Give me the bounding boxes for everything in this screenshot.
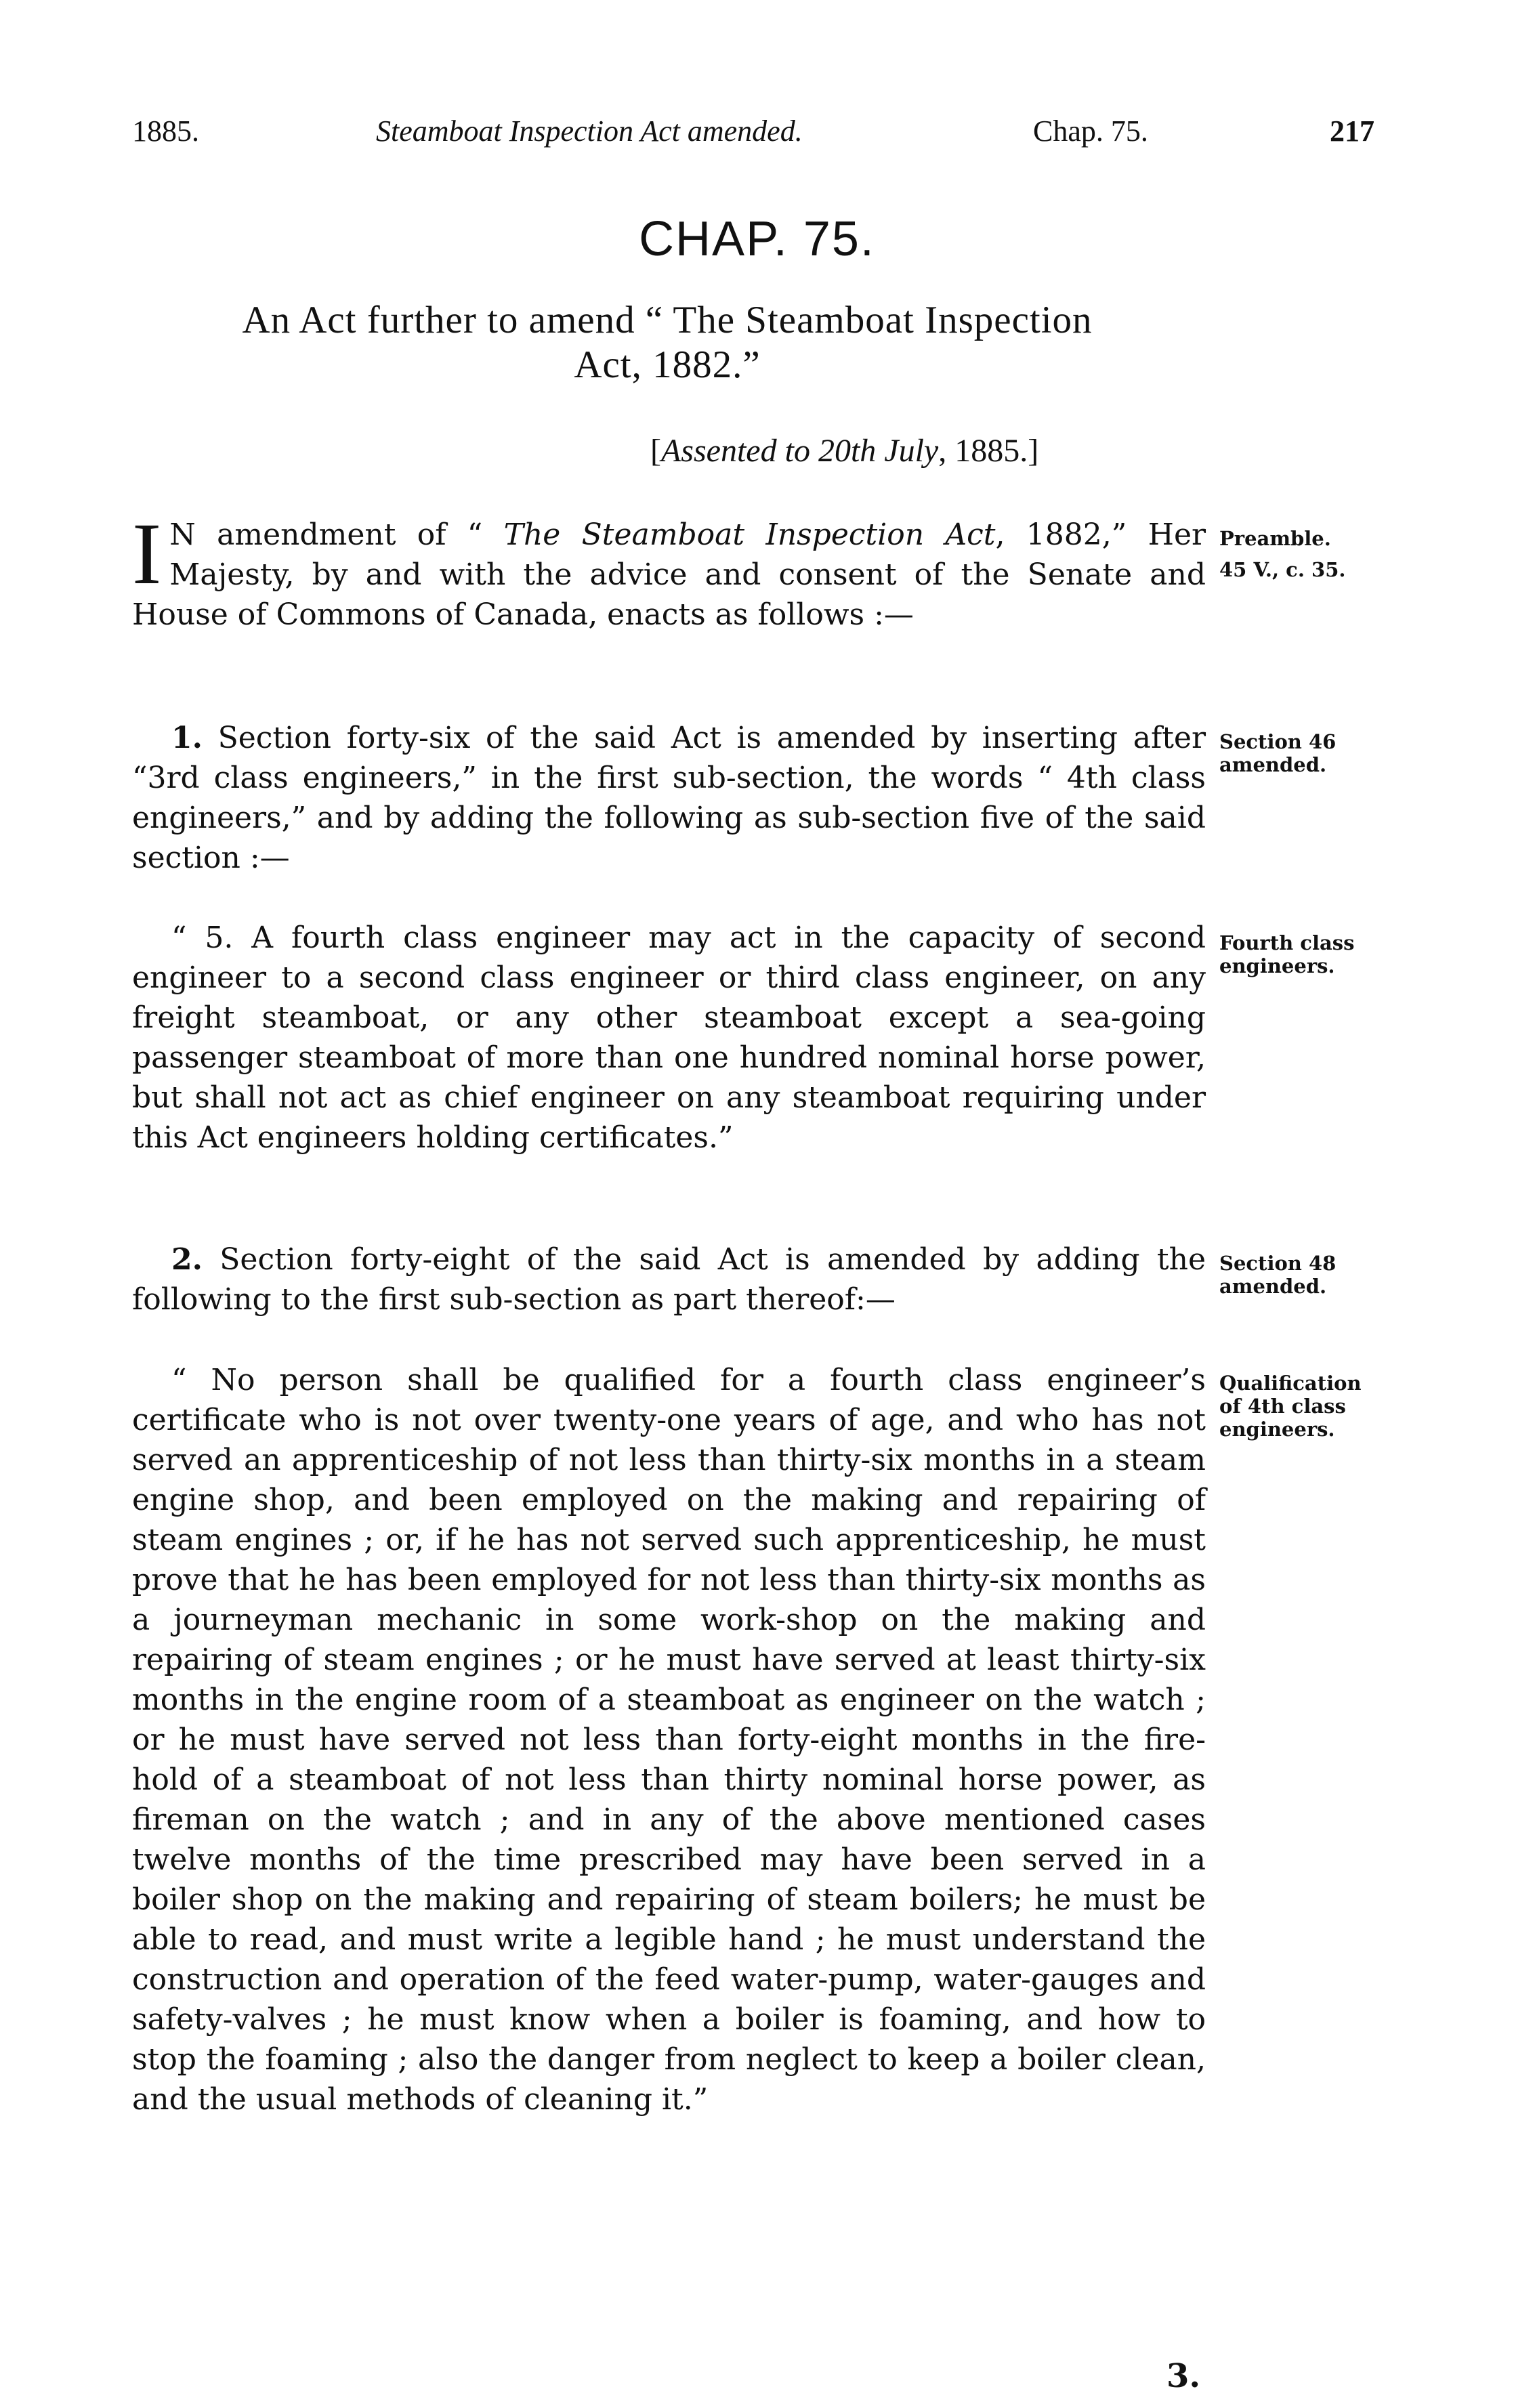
section-1-text: Section forty-six of the said Act is amended by inserting after “3rd class engineers,” in the first sub-section, the words “ 4th class engineers,” and by adding the following as sub-section five of the said section :— (132, 721, 1206, 875)
act-title-line-1: An Act further to amend “ The Steamboat Inspection (242, 299, 1093, 341)
header-title: Steamboat Inspection Act amended. (376, 114, 803, 148)
page-number: 217 (1330, 114, 1374, 148)
margin-note-line: 45 V., c. 35. (1219, 558, 1346, 581)
margin-note-section-48 (1219, 1252, 1423, 1298)
act-title-line-2: Act, 1882.” (574, 343, 761, 386)
section-2-number: 2. (171, 1242, 203, 1277)
assent-line (650, 432, 1038, 469)
margin-note-line: Section 48 (1219, 1252, 1337, 1275)
section-1-number: 1. (171, 721, 203, 755)
margin-note-line: amended. (1219, 1275, 1327, 1298)
act-title (132, 298, 1202, 387)
running-header (132, 114, 1385, 161)
subsection-5-paragraph (132, 918, 1206, 1158)
preamble-paragraph (132, 505, 1206, 635)
section-1-paragraph (132, 718, 1206, 878)
section-2-text: Section forty-eight of the said Act is amended by adding the following to the first sub-section as part thereof:— (132, 1242, 1206, 1317)
margin-note-section-46 (1219, 730, 1423, 776)
chapter-heading: CHAP. 75. (639, 212, 875, 266)
margin-note-qualification (1219, 1372, 1423, 1441)
preamble-act-name: The Steamboat Inspection Act (503, 517, 996, 552)
margin-note-line: engineers. (1219, 1418, 1335, 1441)
margin-note-preamble (1219, 527, 1423, 581)
assent-italic: Assented to 20th July (660, 433, 939, 469)
qualification-paragraph (132, 1360, 1206, 2119)
margin-note-line: amended. (1219, 753, 1327, 776)
preamble-text-after: , 1882,” Her Majesty, by and with the advice and consent of the Senate and House of Commons of Canada, enacts as follows :— (132, 517, 1206, 632)
margin-note-fourth-class (1219, 931, 1423, 977)
margin-note-line: Preamble. (1219, 527, 1331, 550)
margin-note-line: engineers. (1219, 954, 1335, 977)
drop-cap: I (132, 505, 162, 603)
section-2-paragraph (132, 1240, 1206, 1319)
assent-open: [ (650, 433, 661, 469)
catchword: 3. (1166, 2357, 1201, 2395)
assent-tail: , 1885.] (938, 433, 1039, 469)
subsection-5-text: “ 5. A fourth class engineer may act in the capacity of second engineer to a second class engineer or third class engineer, on any freight steamboat, or any other steamboat except a sea-going passenger steamboat of more than one hundred nominal horse power, but shall not act as chief engineer on any steamboat requiring under this Act engineers holding certificates.” (132, 921, 1206, 1155)
header-year: 1885. (132, 114, 199, 148)
preamble-text-before: N amendment of “ (169, 517, 504, 552)
header-chapter: Chap. 75. (1033, 114, 1148, 148)
margin-note-line: of 4th class (1219, 1395, 1346, 1418)
margin-note-line: Fourth class (1219, 931, 1355, 954)
margin-note-line: Section 46 (1219, 730, 1337, 753)
margin-note-line: Qualification (1219, 1372, 1362, 1395)
qualification-text: “ No person shall be qualified for a fourth class engineer’s certificate who is not over twenty-one years of age, and who has not served an apprenticeship of not less than thirty-six months in a steam engine shop, and been employed on the making and repairing of steam engines ; or, if he has not served such apprenticeship, he must prove that he has been employed for not less than thirty-six months as a journeyman mechanic in some work-shop on the making and repairing of steam engines ; or he must have served at least thirty-six months in the engine room of a steamboat as engineer on the watch ; or he must have served not less than forty-eight months in the fire-hold of a steamboat of not less than thirty nominal horse power, as fireman on the watch ; and in any of the above mentioned cases twelve months of the time prescribed may have been served in a boiler shop on the making and repairing of steam boilers; he must be able to read, and must write a legible hand ; he must understand the construction and operation of the feed water-pump, water-gauges and safety-valves ; he must know when a boiler is foaming, and how to stop the foaming ; also the danger from neglect to keep a boiler clean, and the usual methods of cleaning it.” (132, 1363, 1206, 2117)
